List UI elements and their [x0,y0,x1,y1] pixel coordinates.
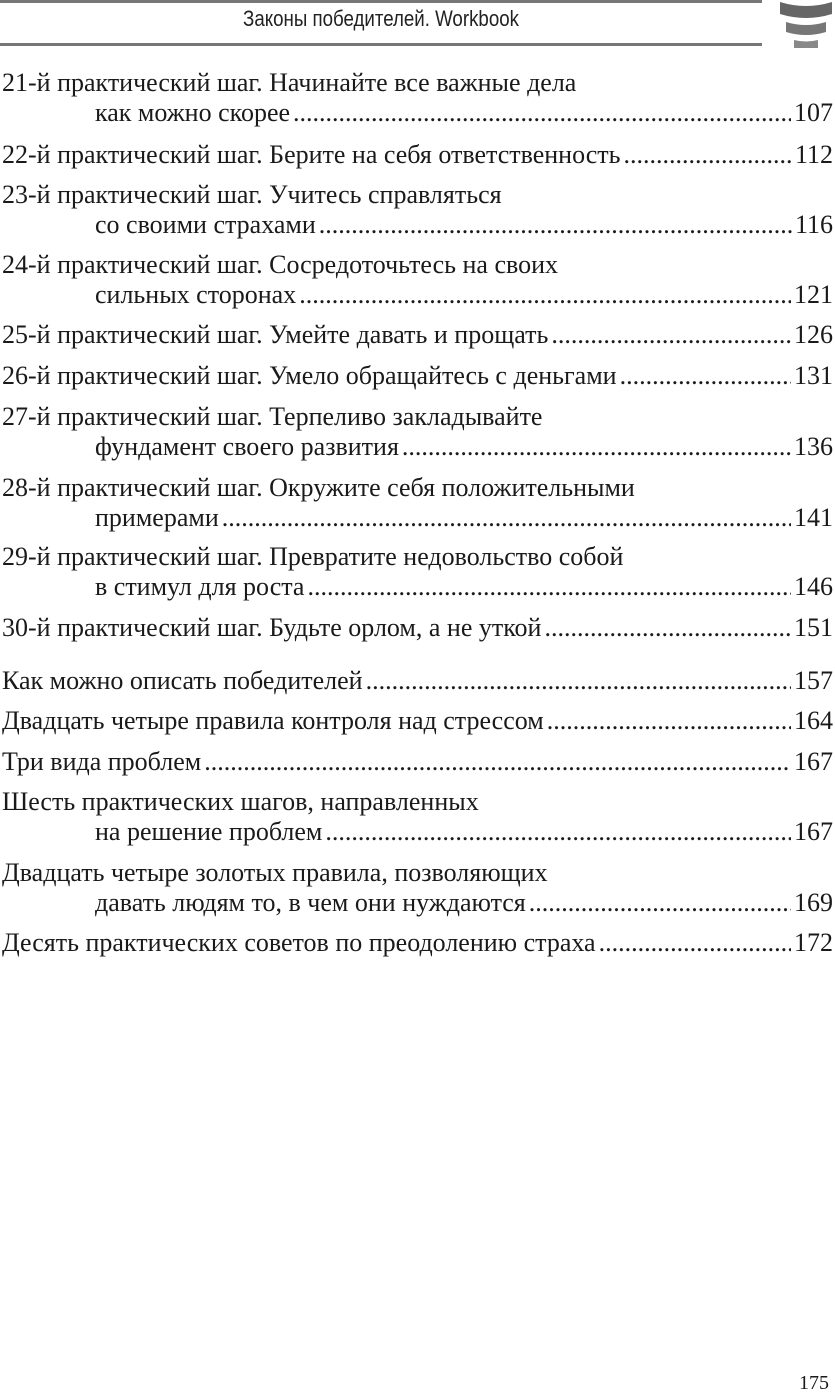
toc-line [2,320,833,350]
dot-leader [293,98,791,128]
toc-entry-title: Десять практических советов по преодолению страха [2,928,596,957]
toc-page-number: 112 [794,140,833,169]
toc-line [2,747,833,777]
toc-entry [2,787,833,847]
dot-leader [529,888,791,918]
dot-leader [204,747,791,777]
toc-entry [2,361,833,391]
toc-entry [2,858,833,918]
dot-leader [551,320,791,350]
toc-page-number: 172 [794,928,833,957]
toc-line [2,361,833,391]
toc-entry [2,747,833,777]
dot-leader [299,280,791,310]
toc-entry-title: на решение проблем [95,817,323,846]
toc-entry-title: сильных сторонах [95,280,297,309]
toc-entry-title: 29-й практический шаг. Превратите недовольство собой [2,542,624,571]
toc-page-number: 151 [794,613,833,642]
toc-entry [2,542,833,602]
chapter-tab-icon [778,0,834,52]
toc-entry-title: 27-й практический шаг. Терпеливо закладывайте [2,402,543,431]
toc-line [2,503,833,533]
dot-leader [402,432,791,462]
page-number: 175 [799,1372,829,1394]
toc-page-number: 141 [794,503,833,532]
toc-entry-title: 30-й практический шаг. Будьте орлом, а не уткой [2,613,542,642]
toc-entry-title: давать людям то, в чем они нуждаются [95,888,526,917]
toc-entry-title: как можно скорее [95,98,291,127]
toc-line [2,180,833,210]
dot-leader [547,706,791,736]
toc-entry [2,473,833,533]
toc-entry [2,706,833,736]
toc-page-number: 164 [794,706,833,735]
toc-entry-title: 22-й практический шаг. Берите на себя ответственность [2,140,621,169]
toc-entry [2,928,833,958]
toc-page-number: 136 [794,432,833,461]
toc-entry-title: 24-й практический шаг. Сосредоточьтесь на своих [2,250,559,279]
toc-page-number: 167 [794,747,833,776]
toc-entry-title: Шесть практических шагов, направленных [2,787,479,816]
running-title: Законы победителей. Workbook [243,6,519,31]
dot-leader [319,210,792,240]
toc-entry-title: фундамент своего развития [95,432,399,461]
toc-line [2,817,833,847]
toc-line [2,888,833,918]
header-rule-top [0,0,762,3]
toc-page-number: 107 [794,98,833,127]
toc-line [2,706,833,736]
toc-line [2,787,833,817]
header-rule-bottom [0,43,762,46]
toc-line [2,432,833,462]
toc-line [2,473,833,503]
toc-line [2,666,833,696]
toc-line [2,140,833,170]
toc-entry [2,140,833,170]
toc-line [2,613,833,643]
dot-leader [599,928,791,958]
toc-line [2,250,833,280]
toc-line [2,98,833,128]
toc-line [2,280,833,310]
toc-entry-title: Три вида проблем [2,747,202,776]
toc-page-number: 157 [794,666,833,695]
toc-entry [2,320,833,350]
toc-entry-title: 21-й практический шаг. Начинайте все важные дела [2,68,577,97]
toc-page-number: 146 [794,572,833,601]
toc-line [2,402,833,432]
toc-page-number: 121 [794,280,833,309]
dot-leader [325,817,791,847]
toc-page-number: 116 [794,210,833,239]
toc-entry [2,402,833,462]
toc-line [2,572,833,602]
dot-leader [222,503,791,533]
toc-page-number: 131 [794,361,833,390]
dot-leader [307,572,791,602]
toc-entry-title: 26-й практический шаг. Умело обращайтесь с деньгами [2,361,617,390]
dot-leader [620,361,791,391]
toc-entry [2,68,833,128]
toc-line [2,210,833,240]
toc-entry-title: в стимул для роста [95,572,305,601]
toc-entry [2,666,833,696]
toc-entry [2,250,833,310]
toc-page-number: 126 [794,320,833,349]
toc-entry [2,180,833,240]
toc-line [2,68,833,98]
toc-entry-title: 23-й практический шаг. Учитесь справляться [2,180,502,209]
toc-entry-title: Двадцать четыре правила контроля над стрессом [2,706,544,735]
dot-leader [544,613,791,643]
toc-entry-title: 28-й практический шаг. Окружите себя положительными [2,473,635,502]
toc-line [2,542,833,572]
toc-page-number: 167 [794,817,833,846]
toc-entry-title: Двадцать четыре золотых правила, позволяющих [2,858,548,887]
toc-entry-title: со своими страхами [95,210,316,239]
toc-page-number: 169 [794,888,833,917]
toc-entry-title: Как можно описать победителей [2,666,363,695]
toc-line [2,928,833,958]
toc-entry-title: примерами [95,503,219,532]
toc-entry [2,613,833,643]
dot-leader [366,666,791,696]
toc-entry-title: 25-й практический шаг. Умейте давать и прощать [2,320,549,349]
dot-leader [624,140,792,170]
toc-line [2,858,833,888]
